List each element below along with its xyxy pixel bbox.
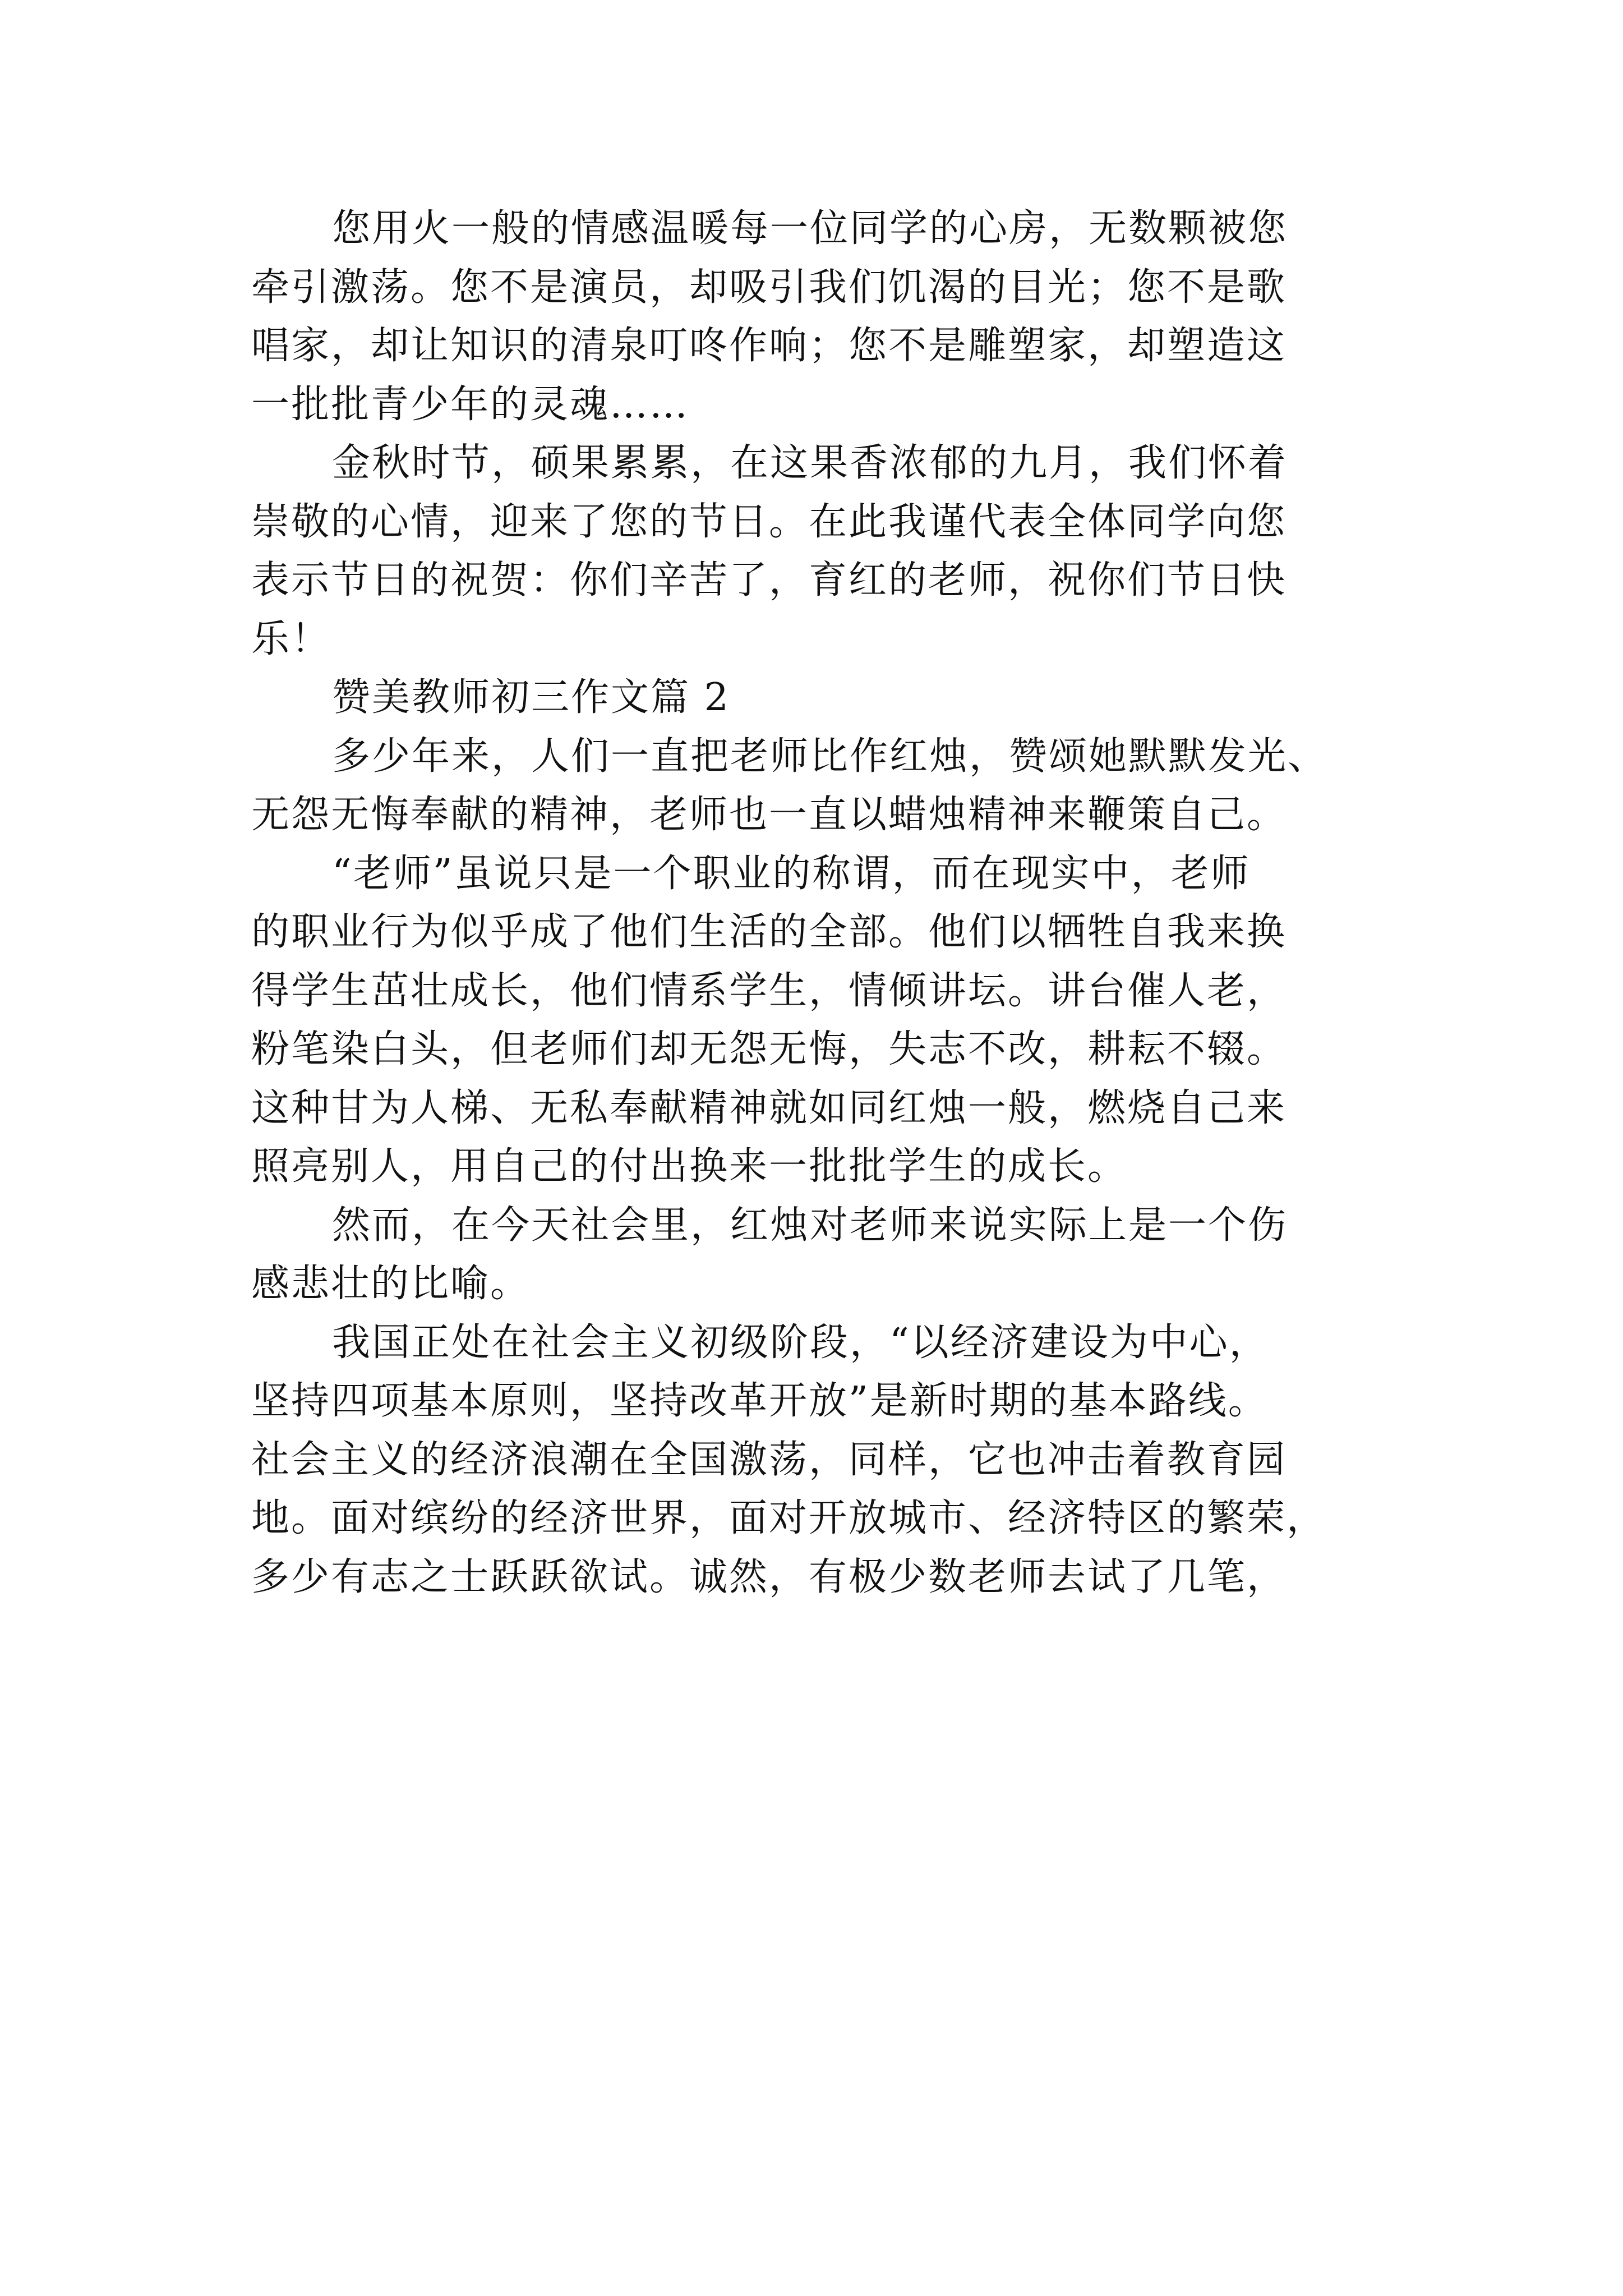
text-line: 粉笔染白头，但老师们却无怨无悔，失志不改，耕耘不辍。 [251,1027,1287,1071]
text-line: “老师”虽说只是一个职业的称谓，而在现实中，老师 [332,851,1251,896]
text-line: 的职业行为似乎成了他们生活的全部。他们以牺牲自我来换 [251,910,1287,954]
text-line: 社会主义的经济浪潮在全国激荡，同样，它也冲击着教育园 [251,1437,1287,1482]
text-line: 坚持四项基本原则，坚持改革开放”是新时期的基本路线。 [251,1379,1268,1423]
text-line: 乐！ [251,616,331,661]
document-body [251,200,1390,1607]
text-line: 多少有志之士跃跃欲试。诚然，有极少数老师去试了几笔， [251,1554,1287,1599]
text-line: 您用火一般的情感温暖每一位同学的心房，无数颗被您 [332,206,1288,251]
text-line: 唱家，却让知识的清泉叮咚作响；您不是雕塑家，却塑造这 [251,324,1287,368]
text-line: 一批批青少年的灵魂…… [251,382,690,427]
text-line: 这种甘为人梯、无私奉献精神就如同红烛一般，燃烧自己来 [251,1085,1287,1130]
section-heading: 赞美教师初三作文篇 2 [332,675,730,720]
text-line: 崇敬的心情，迎来了您的节日。在此我谨代表全体同学向您 [251,499,1287,544]
text-line: 然而，在今天社会里，红烛对老师来说实际上是一个伤 [332,1203,1288,1248]
text-line: 无怨无悔奉献的精神，老师也一直以蜡烛精神来鞭策自己。 [251,793,1287,837]
text-line: 感悲壮的比喻。 [251,1262,531,1306]
text-line: 金秋时节，硕果累累，在这果香浓郁的九月，我们怀着 [332,441,1288,485]
text-line: 地。面对缤纷的经济世界，面对开放城市、经济特区的繁荣， [251,1496,1327,1540]
text-line: 多少年来，人们一直把老师比作红烛，赞颂她默默发光、 [332,734,1328,779]
text-line: 表示节日的祝贺：你们辛苦了，育红的老师，祝你们节日快 [251,558,1287,602]
text-line: 牵引激荡。您不是演员，却吸引我们饥渴的目光；您不是歌 [251,265,1287,310]
text-line: 我国正处在社会主义初级阶段，“以经济建设为中心， [332,1320,1269,1365]
text-line: 照亮别人，用自己的付出换来一批批学生的成长。 [251,1144,1128,1189]
text-line: 得学生茁壮成长，他们情系学生，情倾讲坛。讲台催人老， [251,968,1287,1013]
